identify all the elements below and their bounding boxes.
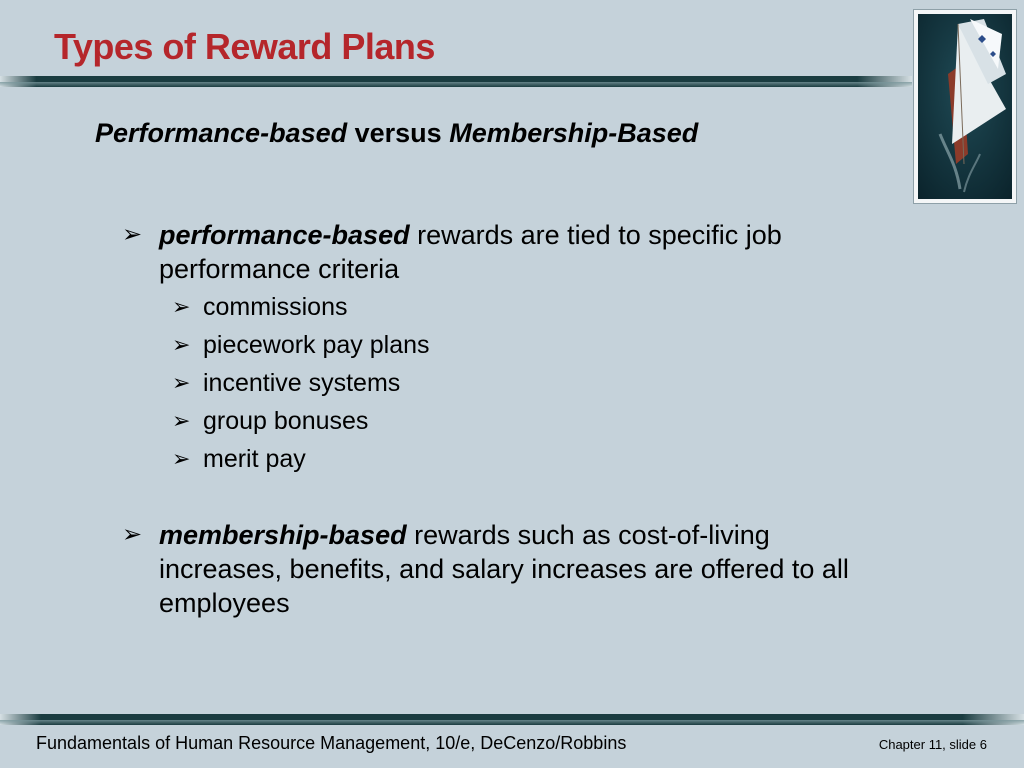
list-item: ➢ merit pay [172, 442, 430, 480]
subtitle-performance: Performance-based [95, 118, 348, 148]
bullet-arrow-icon: ➢ [122, 521, 143, 548]
bottom-divider [0, 714, 1024, 725]
bullet-membership-based [122, 518, 882, 620]
list-item: ➢ commissions [172, 290, 430, 328]
list-item: ➢ piecework pay plans [172, 328, 430, 366]
bullet-arrow-icon: ➢ [122, 221, 143, 248]
bullet-arrow-icon: ➢ [172, 446, 191, 471]
footer-book-title: Fundamentals of Human Resource Management, 10/e, DeCenzo/Robbins [36, 733, 627, 753]
bullet-text: rewards such as cost-of-living increases, benefits, and salary increases are offered to all employees [159, 520, 849, 618]
performance-examples-list [172, 290, 430, 480]
bullet-arrow-icon: ➢ [172, 332, 191, 357]
list-item: ➢ group bonuses [172, 404, 430, 442]
sailboat-photo-icon [918, 14, 1012, 199]
slide-subtitle [95, 118, 698, 149]
bullet-arrow-icon: ➢ [172, 370, 191, 395]
bullet-text: rewards are tied to specific job performance criteria [159, 220, 782, 284]
list-item: ➢ incentive systems [172, 366, 430, 404]
subtitle-versus: versus [354, 118, 442, 148]
bullet-keyword: performance-based [159, 220, 410, 250]
top-divider [0, 76, 912, 87]
bullet-arrow-icon: ➢ [172, 408, 191, 433]
bullet-keyword: membership-based [159, 520, 407, 550]
sailboat-photo [913, 9, 1017, 204]
subtitle-membership: Membership-Based [449, 118, 699, 148]
bullet-arrow-icon: ➢ [172, 294, 191, 319]
slide-title: Types of Reward Plans [54, 26, 435, 67]
footer-slide-number: Chapter 11, slide 6 [878, 737, 987, 752]
bullet-performance-based [122, 218, 902, 286]
